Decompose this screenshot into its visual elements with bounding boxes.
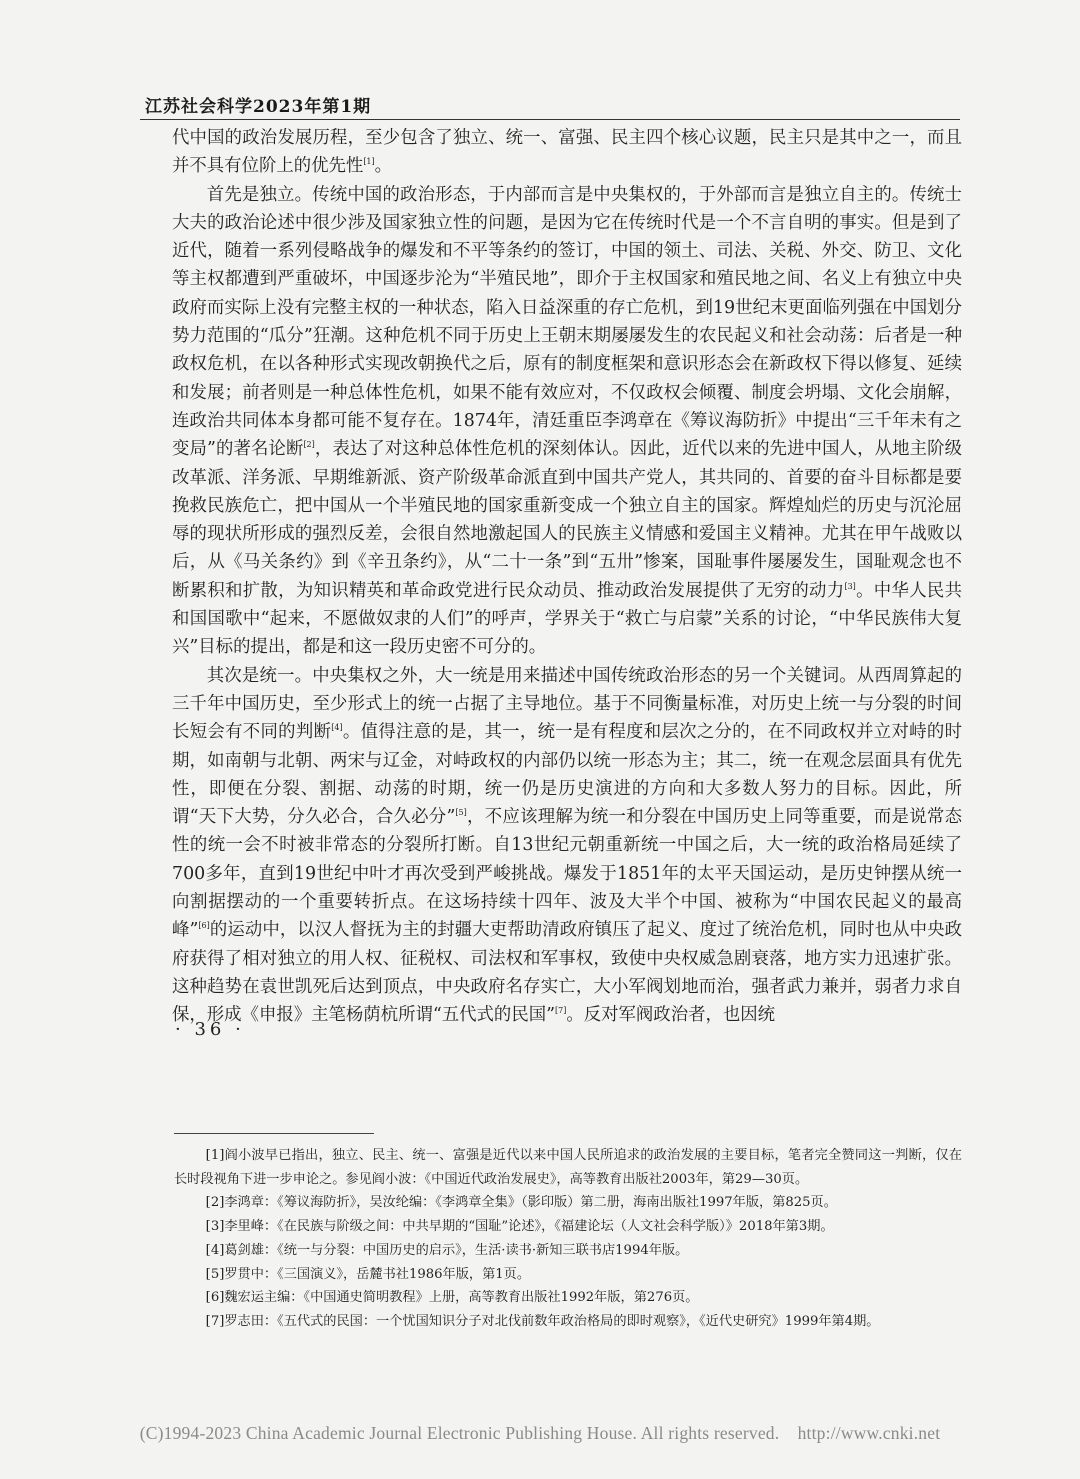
paragraph: [172, 124, 962, 181]
footnote: [3]李里峰：《在民族与阶级之间：中共早期的“国耻”论述》，《福建论坛（人文社会科学版）》2018年第3期。: [205, 1219, 834, 1235]
footnote: [4]葛剑雄：《统一与分裂：中国历史的启示》，生活·读书·新知三联书店1994年版。: [205, 1242, 689, 1258]
footnote-ref: [5]: [455, 808, 467, 818]
text-run: ，表达了对这种总体性危机的深刻体认。因此，近代以来的先进中国人，从地主阶级改革派、洋务派、早期维新派、资产阶级革命派直到中国共产党人，其共同的、首要的奋斗目标都是要挽救民族危亡，把中国从一个半殖民地的国家重新变成一个独立自主的国家。辉煌灿烂的历史与沉沦屈辱的现状所形成的强烈反差，会很自然地激起国人的民族主义情感和爱国主义精神。尤其在甲午战败以后，从《马关条约》到《辛丑条约》，从“二十一条”到“五卅”惨案，国耻事件屡屡发生，国耻观念也不断累积和扩散，为知识精英和革命政党进行民众动员、推动政治发展提供了无穷的动力: [172, 439, 962, 601]
copyright-notice: (C)1994-2023 China Academic Journal Electronic Publishing House. All rights reserved. http://www.cnki.net: [139, 1423, 941, 1443]
footnote-ref: [3]: [844, 581, 856, 591]
footnote-ref: [4]: [331, 723, 343, 733]
text-run: 。值得注意的是，其一，统一是有程度和层次之分的，在不同政权并立对峙的时期，如南朝与北朝、两宋与辽金，对峙政权的内部仍以统一形态为主；其二，统一在观念层面具有优先性，即便在分裂、割据、动荡的时期，统一仍是历史演进的方向和大多数人努力的目标。因此，所谓“天下大势，分久必合，合久必分”: [172, 722, 962, 828]
footnote: [2]李鸿章：《筹议海防折》，吴汝纶编：《李鸿章全集》（影印版）第二册，海南出版社1997年版，第825页。: [205, 1195, 837, 1211]
footnote-ref: [7]: [555, 1006, 567, 1016]
text-run: 其次是统一。中央集权之外，大一统是用来描述中国传统政治形态的另一个关键词。从西周算起的三千年中国历史，至少形式上的统一占据了主导地位。基于不同衡量标准，对历史上统一与分裂的时间长短会有不同的判断: [172, 665, 962, 743]
footnote-ref: [1]: [363, 157, 375, 167]
paragraph: [172, 181, 962, 662]
footnotes: [174, 1144, 962, 1334]
paragraph: [172, 662, 962, 1030]
text-run: 。中华人民共和国国歌中“起来，不愿做奴隶的人们”的呼声，学界关于“救亡与启蒙”关系的讨论，“中华民族伟大复兴”目标的提出，都是和这一段历史密不可分的。: [172, 580, 962, 658]
journal-header: 江苏社会科学2023年第1期: [145, 97, 372, 117]
footnote: [5]罗贯中：《三国演义》，岳麓书社1986年版，第1页。: [205, 1266, 531, 1282]
header-rule: [140, 119, 960, 120]
text-run: 。反对军阀政治者，也因统: [566, 1005, 776, 1026]
page-number: · 36 ·: [175, 1019, 245, 1040]
footnote: [1]阎小波早已指出，独立、民主、统一、富强是近代以来中国人民所追求的政治发展的主要目标，笔者完全赞同这一判断，仅在长时段视角下进一步申论之。参见阎小波：《中国近代政治发展史》，高等教育出版社2003年，第29—30页。: [174, 1148, 962, 1187]
text-run: 的运动中，以汉人督抚为主的封疆大吏帮助清政府镇压了起义、度过了统治危机，同时也从中央政府获得了相对独立的用人权、征税权、司法权和军事权，致使中央权威急剧衰落，地方实力迅速扩张。这种趋势在袁世凯死后达到顶点，中央政府名存实亡，大小军阀划地而治，强者武力兼并，弱者力求自保，形成《申报》主笔杨荫杭所谓“五代式的民国”: [172, 920, 962, 1026]
article-body: [172, 124, 962, 1030]
footnote-ref: [6]: [198, 921, 210, 931]
footnote: [7]罗志田：《五代式的民国：一个忧国知识分子对北伐前数年政治格局的即时观察》，《近代史研究》1999年第4期。: [205, 1313, 880, 1329]
text-run: 。: [374, 156, 393, 177]
footnote-ref: [2]: [303, 440, 315, 450]
text-run: 首先是独立。传统中国的政治形态，于内部而言是中央集权的，于外部而言是独立自主的。传统士大夫的政治论述中很少涉及国家独立性的问题，是因为它在传统时代是一个不言自明的事实。但是到了近代，随着一系列侵略战争的爆发和不平等条约的签订，中国的领土、司法、关税、外交、防卫、文化等主权都遭到严重破坏，中国逐步沦为“半殖民地”，即介于主权国家和殖民地之间、名义上有独立中央政府而实际上没有完整主权的一种状态，陷入日益深重的存亡危机，到19世纪末更面临列强在中国划分势力范围的“瓜分”狂潮。这种危机不同于历史上王朝末期屡屡发生的农民起义和社会动荡：后者是一种政权危机，在以各种形式实现改朝换代之后，原有的制度框架和意识形态会在新政权下得以修复、延续和发展；前者则是一种总体性危机，如果不能有效应对，不仅政权会倾覆、制度会坍塌、文化会崩解，连政治共同体本身都可能不复存在。1874年，清廷重臣李鸿章在《筹议海防折》中提出“三千年未有之变局”的著名论断: [172, 184, 962, 460]
text-run: 代中国的政治发展历程，至少包含了独立、统一、富强、民主四个核心议题，民主只是其中之一，而且并不具有位阶上的优先性: [172, 128, 962, 177]
footnote-rule: [174, 1133, 374, 1134]
footnote: [6]魏宏运主编：《中国通史简明教程》上册，高等教育出版社1992年版，第276页。: [205, 1290, 699, 1306]
text-run: ，不应该理解为统一和分裂在中国历史上同等重要，而是说常态性的统一会不时被非常态的分裂所打断。自13世纪元朝重新统一中国之后，大一统的政治格局延续了700多年，直到19世纪中叶才再次受到严峻挑战。爆发于1851年的太平天国运动，是历史钟摆从统一向割据摆动的一个重要转折点。在这场持续十四年、波及大半个中国、被称为“中国农民起义的最高峰”: [172, 807, 962, 941]
